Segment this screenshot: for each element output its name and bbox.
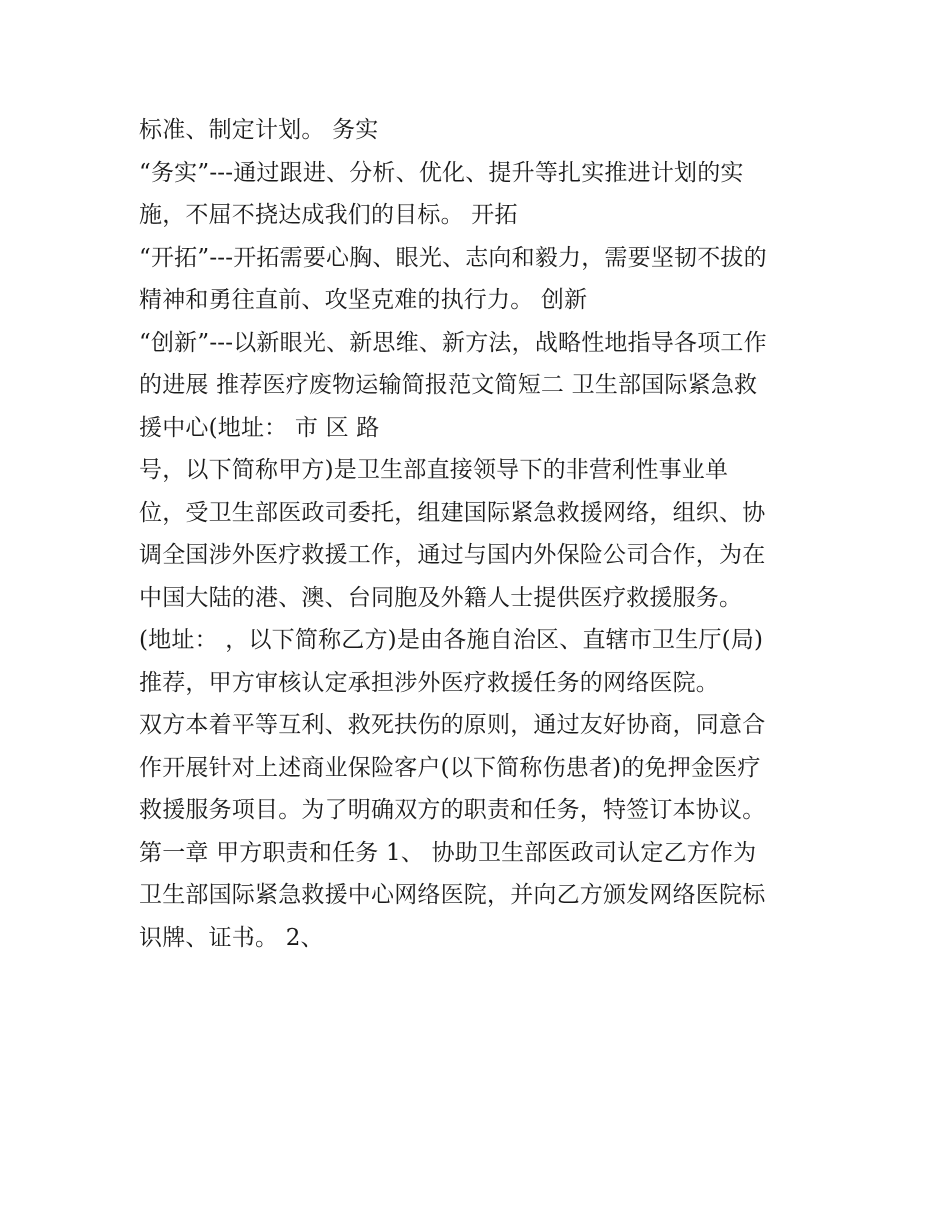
text-line: 作开展针对上述商业保险客户(以下简称伤患者)的免押金医疗 (139, 754, 761, 781)
text-line: “创新”---以新眼光、新思维、新方法，战略性地指导各项工作 (139, 329, 767, 356)
text-line: 援中心(地址： 市 区 路 (139, 414, 380, 441)
text-line: 调全国涉外医疗救援工作，通过与国内外保险公司合作，为在 (139, 542, 766, 568)
text-line: 救援服务项目。为了明确双方的职责和任务，特签订本协议。 (139, 797, 766, 823)
text-line: 的进展 推荐医疗废物运输简报范文简短二 卫生部国际紧急救 (139, 372, 758, 398)
text-line: (地址： ，以下简称乙方)是由各施自治区、直辖市卫生厅(局) (139, 627, 764, 653)
text-line: 识牌、证书。 2、 (139, 924, 324, 951)
text-line: 施，不屈不挠达成我们的目标。 开拓 (139, 202, 518, 228)
text-line: 标准、制定计划。 务实 (139, 117, 379, 143)
text-line: 号，以下简称甲方)是卫生部直接领导下的非营利性事业单 (139, 457, 729, 483)
text-line: “开拓”---开拓需要心胸、眼光、志向和毅力，需要坚韧不拔的 (139, 244, 767, 271)
document-body (139, 109, 829, 959)
text-line: 推荐，甲方审核认定承担涉外医疗救援任务的网络医院。 (139, 669, 719, 696)
text-line: “务实”---通过跟进、分析、优化、提升等扎实推进计划的实 (139, 159, 744, 186)
text-line: 第一章 甲方职责和任务 1、 协助卫生部医政司认定乙方作为 (139, 839, 757, 866)
text-line: 精神和勇往直前、攻坚克难的执行力。 创新 (139, 287, 588, 313)
text-line: 中国大陆的港、澳、台同胞及外籍人士提供医疗救援服务。 (139, 584, 743, 611)
text-line: 位，受卫生部医政司委托，组建国际紧急救援网络，组织、协 (139, 499, 766, 526)
text-line: 卫生部国际紧急救援中心网络医院，并向乙方颁发网络医院标 (139, 882, 766, 908)
text-line: 双方本着平等互利、救死扶伤的原则，通过友好协商，同意合 (139, 712, 766, 738)
